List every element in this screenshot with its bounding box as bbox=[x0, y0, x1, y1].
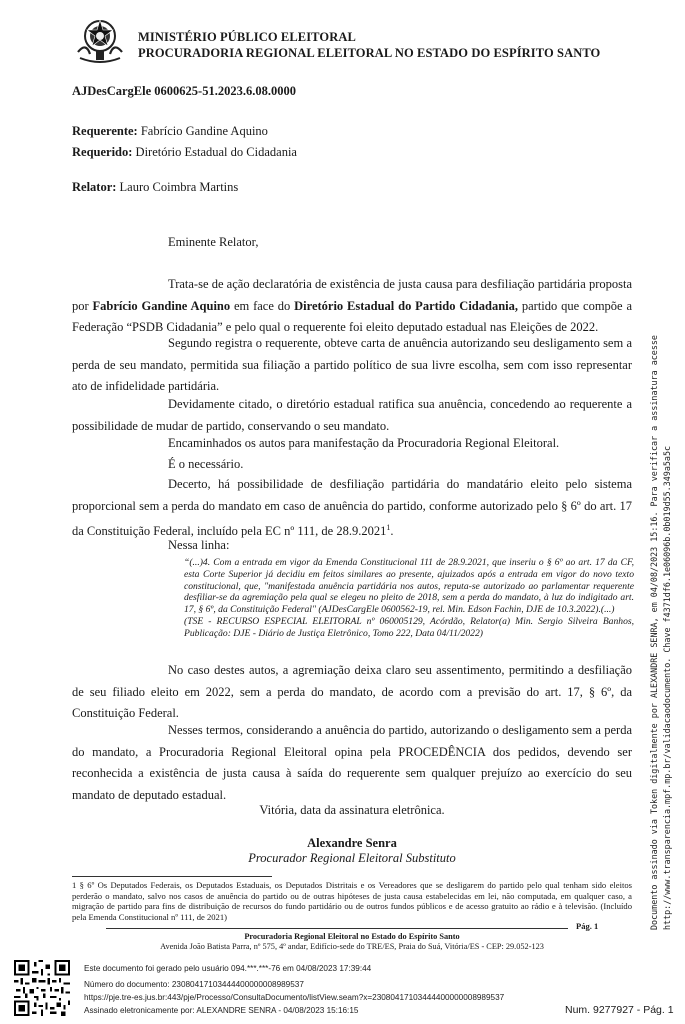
page-label: Pág. 1 bbox=[576, 921, 599, 931]
p1-diretorio-bold: Diretório Estadual do Partido Cidadania, bbox=[294, 298, 519, 313]
p1-text-e: partido que compõe a Federação “PSDB Cidadania” e pelo qual o requerente foi eleito deputado estadual nas Eleições de 2022. bbox=[72, 298, 632, 334]
paragraph-7: Nessa linha: bbox=[168, 538, 230, 552]
p1-text-c: em face do bbox=[230, 298, 295, 313]
p1-text-a: Trata-se de ação declaratória de existência de justa causa para desfiliação partidária proposta por bbox=[72, 277, 632, 313]
footer-office: Procuradoria Regional Eleitoral no Estado do Espírito Santo bbox=[244, 932, 460, 941]
quote-text: “(...)4. Com a entrada em vigor da Emenda Constitucional 111 de 28.9.2021, que inseriu o § 6º ao art. 17 da CF, esta Corte Superior já decidiu em feitos similares ao presente, ajuizados após a entrada em vigor do novo texto constitucional, que, "manifestada anuência partidária nos autos, reputa-se autorizado ao parlamentar requerente desfiliar-se da agremiação pela qual se elegeu no pleito de 2018, sem a perda do mandato, à luz do indigitado art. 17, § 6º, da Constituição Federal" (AJDesCargEle 0600562-19, rel. Min. Edson Fachin, DJE de 10.3.2022).(...) bbox=[184, 557, 634, 616]
stamp-line-2[interactable]: http://www.transparencia.mpf.mp.br/validacaodocumento. Chave f4371df6.1e06096b.0b019d55.349a5a5c bbox=[662, 445, 672, 930]
stamp-line-1: Documento assinado via Token digitalmente por ALEXANDRE SENRA, em 04/08/2023 15:16. Para verificar a assinatura acesse bbox=[649, 335, 659, 930]
header-ministry: MINISTÉRIO PÚBLICO ELEITORAL bbox=[138, 30, 356, 44]
signatory-title: Procurador Regional Eleitoral Substituto bbox=[248, 851, 456, 865]
paragraph-5: É o necessário. bbox=[168, 457, 244, 471]
signed-by: Assinado eletronicamente por: ALEXANDRE SENRA - 04/08/2023 15:16:15 bbox=[84, 1006, 359, 1015]
digital-signature-stamp bbox=[648, 335, 674, 930]
relator-label: Relator: bbox=[72, 180, 117, 194]
paragraph-2: Segundo registra o requerente, obteve carta de anuência autorizando seu desligamento sem a perda de seu mandato, permitida sua filiação a partido político de sua livre escolha, sem com isso representar ato de infidelidade partidária. bbox=[72, 336, 632, 393]
p6-end: . bbox=[390, 524, 394, 539]
salutation: Eminente Relator, bbox=[168, 235, 259, 249]
paragraph-1 bbox=[72, 274, 632, 339]
footnote-divider bbox=[72, 876, 272, 877]
requerido-label: Requerido: bbox=[72, 145, 133, 159]
footnote: 1 § 6º Os Deputados Federais, os Deputados Estaduais, os Deputados Distritais e os Vereadores que se desligarem do partido pelo qual tenham sido eleitos perderão o mandato, salvo nos casos de anuência do partido ou de outras hipóteses de justa causa estabelecidas em lei, não computada, em qualquer caso, a migração de partido para fins de distribuição de recursos do fundo partidário ou de outros fundos públicos e de acesso gratuito ao rádio e à televisão. (Incluído pela Emenda Constitucional nº 111, de 2021) bbox=[72, 880, 632, 922]
requerente-name: Fabrício Gandine Aquino bbox=[140, 124, 268, 138]
coat-of-arms-seal-icon bbox=[72, 14, 128, 66]
paragraph-3: Devidamente citado, o diretório estadual ratifica sua anuência, concedendo ao requerente a possibilidade de mudar de partido, conservando o seu mandato. bbox=[72, 397, 632, 433]
relator-name: Lauro Coimbra Martins bbox=[119, 180, 239, 194]
qr-code-icon bbox=[14, 960, 70, 1016]
footer-address: Avenida João Batista Parra, nº 575, 4º andar, Edifício-sede do TRE/ES, Praia do Suá, Vitória/ES - CEP: 29.052-123 bbox=[160, 942, 544, 951]
process-number: AJDesCargEle 0600625-51.2023.6.08.0000 bbox=[72, 84, 296, 98]
p1-requerente-bold: Fabrício Gandine Aquino bbox=[92, 298, 231, 313]
paragraph-9: Nesses termos, considerando a anuência do partido, autorizando o desligamento sem a perda do mandato, a Procuradoria Regional Eleitoral opina pela PROCEDÊNCIA dos pedidos, devendo ser reconhecida a existência de justa causa à saída do requerente sem qualquer prejuízo ao exercício do seu mandato de deputado estadual. bbox=[72, 723, 632, 802]
jurisprudence-quote bbox=[184, 557, 634, 640]
generated-info: Este documento foi gerado pelo usuário 094.***.***-76 em 04/08/2023 17:39:44 bbox=[84, 964, 372, 973]
paragraph-6 bbox=[72, 474, 632, 543]
footnote-ref: 1 bbox=[386, 523, 391, 532]
document-number: Número do documento: 23080417103444400000008989537 bbox=[84, 980, 304, 989]
p6-text: Decerto, há possibilidade de desfiliação partidária do mandatário eleito pelo sistema proporcional sem a perda do mandato em caso de anuência do partido, conforme autorizado pelo § 6º do art. 17 da Constituição Federal, incluído pela EC nº 111, de 28.9.2021 bbox=[72, 477, 632, 539]
signatory-name: Alexandre Senra bbox=[307, 836, 397, 850]
document-url[interactable]: https://pje.tre-es.jus.br:443/pje/Processo/ConsultaDocumento/listView.seam?x=23080417103444400000008989537 bbox=[84, 993, 505, 1002]
closing-line: Vitória, data da assinatura eletrônica. bbox=[259, 803, 445, 817]
requerente-line bbox=[72, 124, 268, 139]
quote-citation: (TSE - RECURSO ESPECIAL ELEITORAL nº 060005129, Acórdão, Relator(a) Min. Sergio Silveira Banhos, Publicação: DJE - Diário de Justiça Eletrônico, Tomo 222, Data 04/11/2022) bbox=[184, 615, 634, 639]
paragraph-4: Encaminhados os autos para manifestação da Procuradoria Regional Eleitoral. bbox=[168, 436, 560, 450]
requerido-name: Diretório Estadual do Cidadania bbox=[135, 145, 297, 159]
page-footer-divider bbox=[106, 928, 568, 929]
requerente-label: Requerente: bbox=[72, 124, 138, 138]
paragraph-8: No caso destes autos, a agremiação deixa claro seu assentimento, permitindo a desfiliação de seu filiado eleito em 2022, sem a perda do mandato, de acordo com a previsão do art. 17, § 6º, da Constituição Federal. bbox=[72, 663, 632, 720]
header-procuradoria: PROCURADORIA REGIONAL ELEITORAL NO ESTADO DO ESPÍRITO SANTO bbox=[138, 46, 601, 60]
num-page: Num. 9277927 - Pág. 1 bbox=[565, 1004, 674, 1016]
relator-line bbox=[72, 180, 238, 195]
requerido-line bbox=[72, 145, 297, 160]
